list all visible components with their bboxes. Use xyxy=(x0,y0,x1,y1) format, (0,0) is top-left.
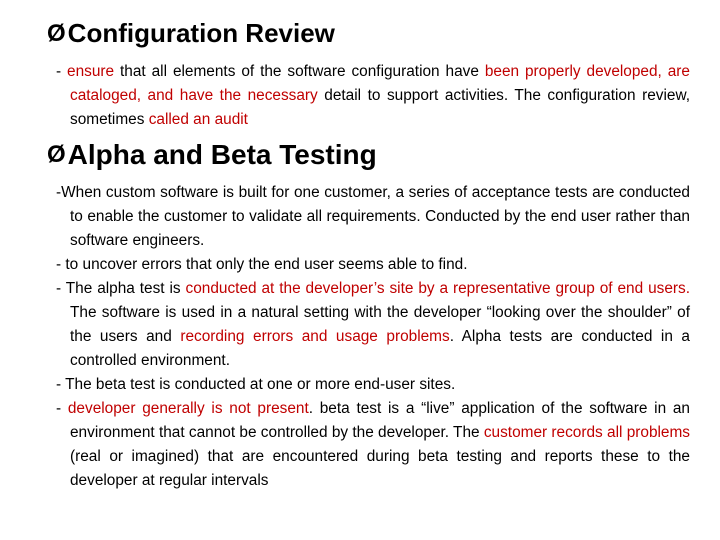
body-text: detail to support activities. The configuration review, sometimes xyxy=(70,87,690,128)
heading-text: Configuration Review xyxy=(67,18,335,48)
list-item xyxy=(56,181,690,253)
arrow-bullet-icon: Ø xyxy=(47,141,66,168)
dash-marker: - xyxy=(56,400,68,417)
body-text: that all elements of the software configuration have xyxy=(114,63,485,80)
highlighted-text: recording errors and usage problems xyxy=(180,328,450,345)
highlighted-text: customer records all problems xyxy=(483,424,691,441)
list-item xyxy=(56,253,690,277)
paragraph-text xyxy=(56,60,690,132)
arrow-bullet-icon: Ø xyxy=(47,19,66,47)
body-text: The software is used in a natural setting with the developer “looking over the shoulder” of the users and xyxy=(70,304,690,345)
highlighted-text: conducted at the developer’s site by a representative group of end users. xyxy=(185,280,690,297)
body-text: to uncover errors that only the end user seems able to find. xyxy=(65,256,468,273)
section-heading-alpha-beta-testing xyxy=(47,139,377,171)
body-text: When custom software is built for one customer, a series of acceptance tests are conducted to enable the customer to validate all requirements. Conducted by the end user rather than software engineers. xyxy=(61,184,690,249)
body-text: The alpha test is xyxy=(65,280,186,297)
dash-marker: - xyxy=(56,256,66,273)
dash-marker: - xyxy=(56,63,68,80)
body-text: . beta test is a “live” application of the software in an environment that cannot be controlled by the developer. The xyxy=(70,400,690,441)
body-text: . Alpha tests are conducted in a controlled environment. xyxy=(70,328,690,369)
dash-marker: - xyxy=(56,376,66,393)
heading-text: Alpha and Beta Testing xyxy=(67,139,377,170)
list-item xyxy=(56,397,690,493)
list-item xyxy=(56,277,690,373)
dash-marker: - xyxy=(56,184,62,201)
dash-marker: - xyxy=(56,280,66,297)
highlighted-text: called an audit xyxy=(148,111,248,128)
body-text: (real or imagined) that are encountered during beta testing and reports these to the developer at regular intervals xyxy=(70,448,690,489)
body-text: The beta test is conducted at one or more end-user sites. xyxy=(65,376,456,393)
highlighted-text: ensure xyxy=(67,63,115,80)
configuration-review-paragraph xyxy=(56,60,690,132)
highlighted-text: developer generally is not present xyxy=(67,400,309,417)
highlighted-text: been properly developed, are cataloged, and have the necessary xyxy=(70,63,690,104)
section-heading-configuration-review xyxy=(47,18,335,49)
list-item xyxy=(56,373,690,397)
alpha-beta-testing-list xyxy=(56,181,690,493)
